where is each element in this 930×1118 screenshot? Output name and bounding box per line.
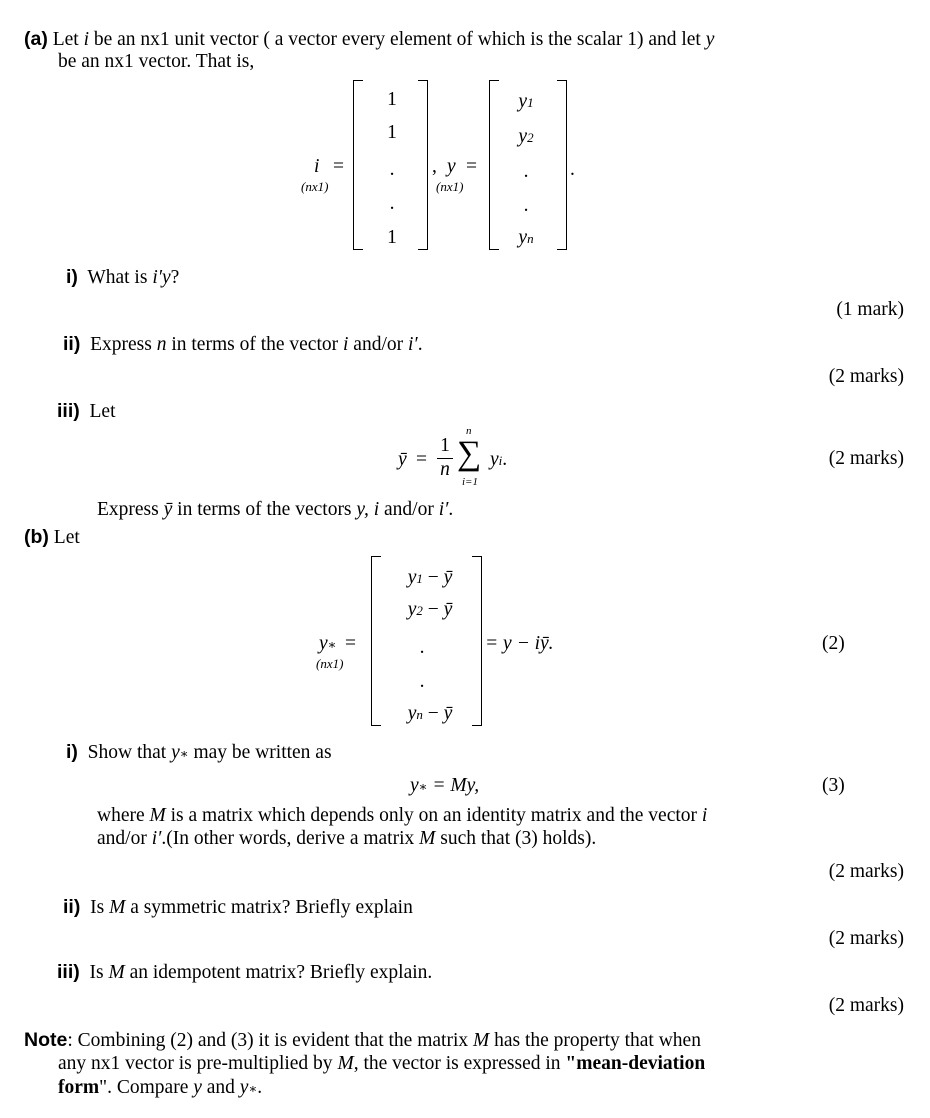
- ystar-entry: y2 − ȳ: [407, 599, 453, 620]
- note-line-2: any nx1 vector is pre-multiplied by M, the vector is expressed in "mean-deviation: [58, 1053, 706, 1074]
- marks-a-i: (1 mark): [836, 299, 904, 320]
- ybar-equals: =: [416, 449, 427, 470]
- ystar-rhs: = y − iȳ.: [485, 633, 554, 654]
- part-a-intro-pre: Let: [52, 29, 84, 50]
- note-line-1: Note: Combining (2) and (3) it is evident that the matrix M has the property that when: [24, 1029, 701, 1051]
- eq-y-dim: (nx1): [436, 179, 464, 194]
- sum-upper: n: [466, 425, 472, 437]
- ystar-entry: y1 − ȳ: [407, 567, 453, 588]
- question-label: iii): [57, 400, 80, 422]
- eq-number-3: (3): [822, 775, 845, 796]
- y-entry: yn: [518, 227, 534, 248]
- question-label: iii): [57, 961, 80, 983]
- ystar-lhs: y∗: [319, 633, 337, 654]
- ystar-entry: .: [419, 671, 425, 692]
- question-a-iii-followup: Express ȳ in terms of the vectors y, i and/or i′.: [97, 499, 454, 520]
- eq-period: .: [570, 159, 575, 180]
- question-label: i): [66, 266, 78, 288]
- y-entry: .: [523, 195, 529, 216]
- question-label: i): [66, 741, 78, 763]
- i-bracket-right: [418, 80, 428, 250]
- var-y: y: [705, 29, 715, 50]
- y-bracket-left: [489, 80, 499, 250]
- part-a-intro-line2: be an nx1 vector. That is,: [58, 51, 255, 72]
- y-entry: y1: [518, 91, 534, 112]
- y-entry: y2: [518, 126, 534, 147]
- question-b-i: i) Show that y∗ may be written as: [66, 741, 332, 763]
- i-entry: 1: [387, 89, 397, 110]
- question-a-i: i) What is i′y?: [66, 266, 180, 288]
- note-line-3: form". Compare y and y∗.: [58, 1077, 263, 1098]
- ystar-dim: (nx1): [316, 656, 344, 671]
- ybar-lhs: ȳ: [398, 449, 407, 470]
- sum-symbol: ∑: [457, 435, 482, 472]
- eq-y-lhs: y: [447, 156, 456, 177]
- eq-i-equals: =: [333, 156, 344, 177]
- question-a-iii: iii) Let: [57, 400, 116, 422]
- question-b-i-where-1: where M is a matrix which depends only on an identity matrix and the vector i: [97, 805, 708, 826]
- question-a-ii: ii) Express n in terms of the vector i and/or i′.: [63, 333, 423, 355]
- i-entry: 1: [387, 227, 397, 248]
- marks-a-iii: (2 marks): [828, 448, 904, 469]
- i-entry: 1: [387, 122, 397, 143]
- marks-a-ii: (2 marks): [828, 366, 904, 387]
- i-bracket-left: [353, 80, 363, 250]
- question-b-ii: ii) Is M a symmetric matrix? Briefly explain: [63, 896, 413, 918]
- var-i: i: [83, 29, 89, 50]
- question-label: ii): [63, 333, 81, 355]
- question-b-i-where-2: and/or i′.(In other words, derive a matrix M such that (3) holds).: [97, 828, 597, 849]
- eq-number-2: (2): [822, 633, 845, 654]
- frac-den: n: [440, 459, 450, 480]
- marks-b-ii: (2 marks): [828, 928, 904, 949]
- i-entry: .: [389, 193, 395, 214]
- eq-3: y∗ = My,: [410, 775, 480, 796]
- part-a-intro-mid: be an nx1 unit vector ( a vector every element of which is the scalar 1) and let: [89, 29, 706, 50]
- part-b-label: (b): [24, 526, 49, 548]
- question-label: ii): [63, 896, 81, 918]
- marks-b-i: (2 marks): [828, 861, 904, 882]
- y-entry: .: [523, 161, 529, 182]
- sum-lower: i=1: [462, 476, 478, 488]
- ystar-entry: yn − ȳ: [407, 703, 453, 724]
- marks-b-iii: (2 marks): [828, 995, 904, 1016]
- part-a-intro: [24, 30, 714, 50]
- note-label: Note: [24, 1029, 68, 1051]
- question-b-iii: iii) Is M an idempotent matrix? Briefly explain.: [57, 961, 433, 983]
- y-bracket-right: [557, 80, 567, 250]
- sum-term: yi.: [490, 449, 508, 470]
- eq-comma: ,: [432, 156, 437, 177]
- i-entry: .: [389, 159, 395, 180]
- part-a-label: (a): [24, 28, 48, 50]
- expr: i′y: [152, 267, 171, 288]
- eq-i-dim: (nx1): [301, 179, 329, 194]
- ystar-entry: .: [419, 637, 425, 658]
- part-b-intro: (b) Let: [24, 526, 80, 548]
- frac-num: 1: [440, 435, 450, 456]
- eq-y-equals: =: [466, 156, 477, 177]
- ystar-equals: =: [345, 633, 356, 654]
- eq-i-lhs: i: [314, 156, 320, 177]
